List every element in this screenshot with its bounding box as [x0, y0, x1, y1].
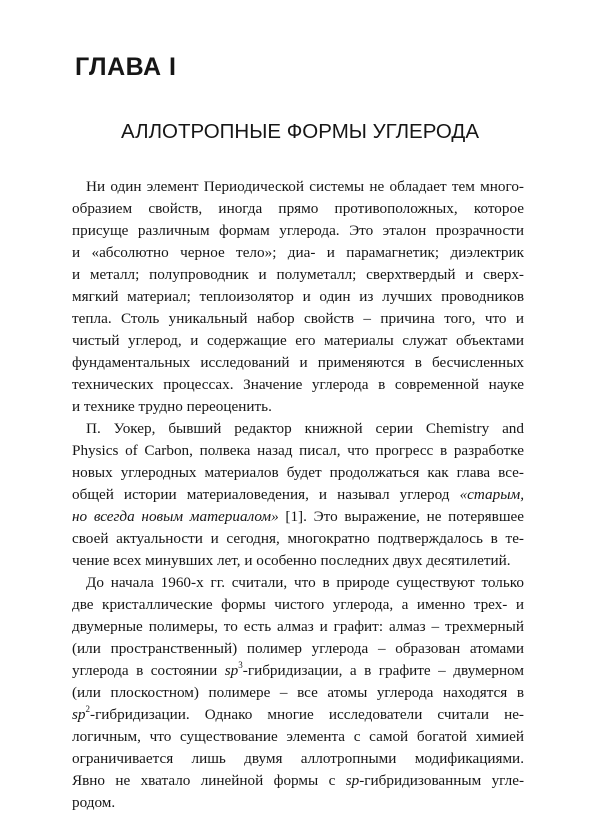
text-line: присуще различным формам углерода. Это эталон прозрачности	[72, 222, 524, 239]
text-line: родом.	[72, 794, 116, 811]
text-span: углерода в состоянии	[72, 662, 218, 679]
text-line: логичным, что существование элемента с самой богатой химией	[72, 728, 524, 745]
text-span: Явно не хватало линейной формы с	[72, 772, 336, 789]
italic-term: sp	[345, 772, 360, 789]
text-span: -гибридизации. Однако многие исследователи считали не-	[90, 706, 524, 723]
text-line: и металл; полупроводник и полуметалл; сверхтвердый и сверх-	[72, 266, 524, 283]
text-line: До начала 1960-х гг. считали, что в природе существуют только	[86, 574, 524, 591]
italic-term: sp	[72, 706, 86, 723]
text-line: новых углеродных материалов будет продолжаться как глава все-	[72, 464, 524, 481]
italic-quote: но всегда новым материалом»	[72, 508, 279, 525]
text-line: мягкий материал; теплоизолятор и один из лучших проводников	[72, 288, 524, 305]
text-span: общей истории материаловедения, и называл углерод	[72, 486, 450, 503]
text-span: [1]. Это выражение, не потерявшее	[285, 508, 525, 525]
section-title: АЛЛОТРОПНЫЕ ФОРМЫ УГЛЕРОДА	[121, 120, 479, 143]
text-line: тепла. Столь уникальный набор свойств – причина того, что и	[72, 310, 524, 327]
body-text	[72, 176, 524, 814]
text-line: две кристаллические формы чистого углерода, а именно трех- и	[72, 596, 524, 613]
italic-term: sp	[224, 662, 239, 679]
text-line: и технике трудно переоценить.	[72, 398, 272, 415]
text-line: чистый углерод, и содержащие его материалы служат объектами	[72, 332, 524, 349]
text-span: -гибридизованным угле-	[359, 772, 525, 789]
text-span: -гибридизации, а в графите – двумерном	[242, 662, 524, 679]
text-line	[72, 660, 524, 682]
text-line: Ни один элемент Периодической системы не обладает тем много-	[86, 178, 524, 195]
text-line: технических процессах. Значение углерода в современной науке	[72, 376, 524, 393]
chapter-heading: ГЛАВА I	[75, 53, 177, 81]
text-line: (или плоскостном) полимере – все атомы углерода находятся в	[72, 684, 524, 701]
text-line: ограничивается лишь двумя аллотропными модификациями.	[72, 750, 524, 767]
superscript: 3	[238, 659, 243, 670]
text-line: образием свойств, иногда прямо противоположных, которое	[72, 200, 524, 217]
text-line	[72, 506, 524, 528]
text-line: своей актуальности и сегодня, многократно подтверждалось в те-	[72, 530, 524, 547]
text-line: П. Уокер, бывший редактор книжной серии Chemistry and	[86, 420, 524, 437]
superscript: 2	[85, 703, 91, 714]
text-line: и «абсолютно черное тело»; диа- и парамагнетик; диэлектрик	[72, 244, 524, 261]
text-line: двумерные полимеры, то есть алмаз и графит: алмаз – трехмерный	[72, 618, 524, 635]
text-line: Physics of Carbon, полвека назад писал, что прогресс в разработке	[72, 442, 524, 459]
italic-quote: «старым,	[459, 486, 525, 503]
text-line: (или пространственный) полимер углерода – образован атомами	[72, 640, 524, 657]
text-line	[72, 484, 524, 506]
text-line	[72, 770, 524, 792]
text-line: фундаментальных исследований и применяются в бесчисленных	[72, 354, 524, 371]
text-line	[72, 704, 524, 726]
text-line: чение всех минувших лет, и особенно последних двух десятилетий.	[72, 552, 511, 569]
